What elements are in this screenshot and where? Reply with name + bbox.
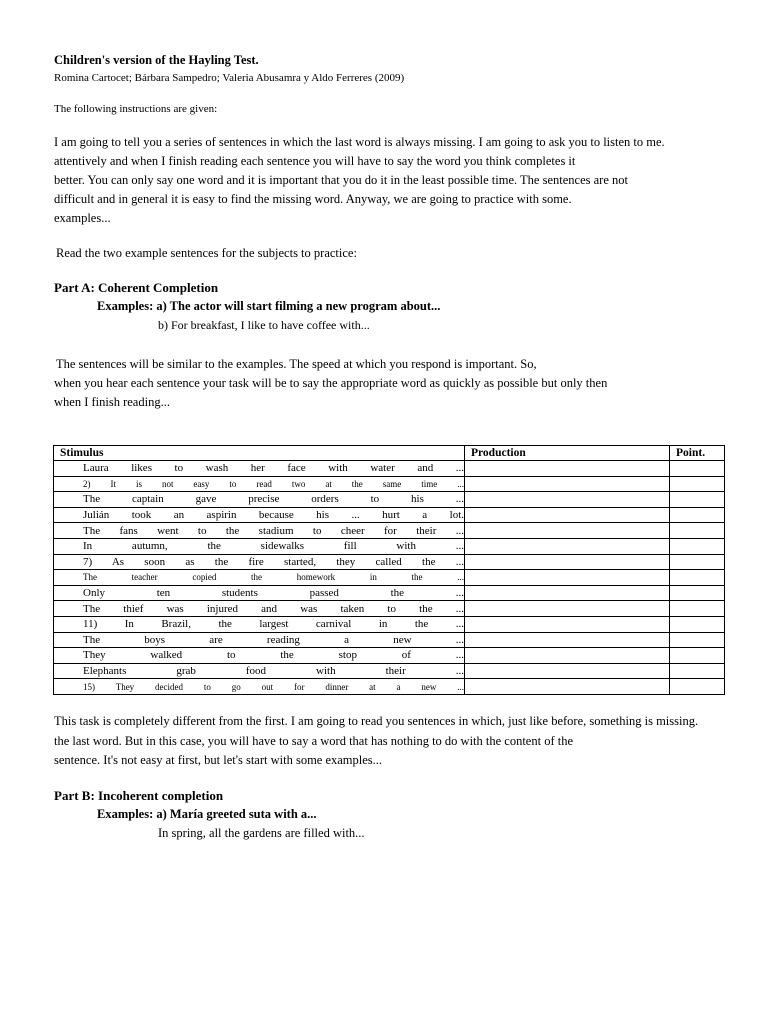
point-cell[interactable]	[670, 585, 725, 601]
document-title: Children's version of the Hayling Test.	[54, 53, 259, 67]
table-body	[54, 461, 725, 695]
point-cell[interactable]	[670, 663, 725, 679]
table-row	[54, 507, 725, 523]
table-row	[54, 616, 725, 632]
production-cell[interactable]	[465, 461, 670, 477]
point-cell[interactable]	[670, 538, 725, 554]
text-line: difficult and in general it is easy to find the missing word. Anyway, we are going to practice with some.	[54, 192, 572, 206]
production-cell[interactable]	[465, 570, 670, 586]
read-examples-instruction: Read the two example sentences for the subjects to practice:	[56, 246, 357, 260]
stimulus-cell	[54, 632, 465, 648]
part-a-heading: Part A: Coherent Completion	[54, 280, 219, 295]
point-cell[interactable]	[670, 476, 725, 492]
table-row	[54, 679, 725, 695]
stimulus-text: 11) In Brazil, the largest carnival in the ...	[83, 618, 464, 631]
intro-paragraph	[54, 133, 665, 228]
table-row	[54, 570, 725, 586]
point-cell[interactable]	[670, 554, 725, 570]
table-row	[54, 476, 725, 492]
production-cell[interactable]	[465, 616, 670, 632]
stimulus-cell	[54, 507, 465, 523]
table-row	[54, 585, 725, 601]
header-stimulus: Stimulus	[54, 446, 465, 461]
stimulus-cell	[54, 585, 465, 601]
production-cell[interactable]	[465, 663, 670, 679]
production-cell[interactable]	[465, 523, 670, 539]
second-paragraph	[54, 355, 607, 412]
point-cell[interactable]	[670, 616, 725, 632]
stimulus-text: They walked to the stop of ...	[83, 649, 464, 662]
stimulus-cell	[54, 523, 465, 539]
stimulus-text: Elephants grab food with their ...	[83, 665, 464, 678]
stimulus-text: The boys are reading a new ...	[83, 633, 464, 646]
stimulus-cell	[54, 679, 465, 695]
stimulus-text: The captain gave precise orders to his ...	[83, 493, 464, 506]
header-point: Point.	[670, 446, 725, 461]
production-cell[interactable]	[465, 554, 670, 570]
point-cell[interactable]	[670, 632, 725, 648]
stimulus-cell	[54, 663, 465, 679]
text-line: better. You can only say one word and it is important that you do it in the least possible time. The sentences are not	[54, 173, 628, 187]
production-cell[interactable]	[465, 585, 670, 601]
production-cell[interactable]	[465, 679, 670, 695]
table-row	[54, 461, 725, 477]
stimulus-text: Only ten students passed the ...	[83, 587, 464, 600]
third-paragraph	[54, 712, 698, 771]
table-row	[54, 538, 725, 554]
table-header-row	[54, 446, 725, 461]
table-row	[54, 601, 725, 617]
text-line: sentence. It's not easy at first, but let's start with some examples...	[54, 753, 383, 767]
production-cell[interactable]	[465, 632, 670, 648]
stimulus-text: The thief was injured and was taken to the ...	[83, 602, 464, 615]
stimulus-text: Julián took an aspirin because his ... hurt a lot.	[83, 509, 464, 522]
point-cell[interactable]	[670, 507, 725, 523]
stimulus-text: In autumn, the sidewalks fill with ...	[83, 540, 464, 553]
table-row	[54, 648, 725, 664]
production-cell[interactable]	[465, 648, 670, 664]
text-line: attentively and when I finish reading each sentence you will have to say the word you think completes it	[54, 154, 576, 168]
point-cell[interactable]	[670, 648, 725, 664]
stimulus-text: 7) As soon as the fire started, they called the ...	[83, 555, 464, 568]
production-cell[interactable]	[465, 601, 670, 617]
stimulus-cell	[54, 538, 465, 554]
stimulus-cell	[54, 492, 465, 508]
stimulus-cell	[54, 476, 465, 492]
text-line: the last word. But in this case, you will have to say a word that has nothing to do with the content of the	[54, 733, 574, 748]
text-line: The sentences will be similar to the examples. The speed at which you respond is important. So,	[56, 357, 537, 371]
stimulus-cell	[54, 616, 465, 632]
part-b-heading: Part B: Incoherent completion	[54, 788, 224, 803]
point-cell[interactable]	[670, 492, 725, 508]
stimulus-text: 15) They decided to go out for dinner at a new ...	[83, 681, 464, 692]
stimulus-text: Laura likes to wash her face with water and ...	[83, 462, 464, 475]
stimulus-cell	[54, 648, 465, 664]
stimulus-cell	[54, 601, 465, 617]
table-row	[54, 663, 725, 679]
production-cell[interactable]	[465, 476, 670, 492]
authors-line: Romina Cartocet; Bárbara Sampedro; Valeria Abusamra y Aldo Ferreres (2009)	[54, 72, 405, 84]
stimulus-text: The fans went to the stadium to cheer for their ...	[83, 524, 464, 537]
part-b-example-b: In spring, all the gardens are filled with...	[158, 826, 365, 840]
stimulus-cell	[54, 554, 465, 570]
table-row	[54, 523, 725, 539]
stimulus-cell	[54, 570, 465, 586]
part-a-example-a: Examples: a) The actor will start filming a new program about...	[97, 299, 441, 313]
point-cell[interactable]	[670, 461, 725, 477]
part-b-example-a: Examples: a) María greeted suta with a...	[97, 807, 317, 821]
stimulus-cell	[54, 461, 465, 477]
stimulus-table	[53, 445, 725, 695]
text-line: examples...	[54, 211, 111, 225]
text-line: I am going to tell you a series of sentences in which the last word is always missing. I am going to ask you to listen to me.	[54, 135, 665, 149]
part-a-example-b: b) For breakfast, I like to have coffee with...	[158, 318, 370, 332]
instructions-intro: The following instructions are given:	[54, 103, 218, 115]
production-cell[interactable]	[465, 507, 670, 523]
table-row	[54, 554, 725, 570]
point-cell[interactable]	[670, 679, 725, 695]
production-cell[interactable]	[465, 492, 670, 508]
stimulus-text: The teacher copied the homework in the ...	[83, 572, 464, 583]
text-line: when I finish reading...	[54, 395, 170, 409]
header-production: Production	[465, 446, 670, 461]
table-row	[54, 492, 725, 508]
point-cell[interactable]	[670, 570, 725, 586]
table-row	[54, 632, 725, 648]
point-cell[interactable]	[670, 523, 725, 539]
text-line: This task is completely different from the first. I am going to read you sentences in which, just like before, something is missing.	[54, 714, 699, 728]
stimulus-text: 2) It is not easy to read two at the same time ...	[83, 478, 464, 489]
production-cell[interactable]	[465, 538, 670, 554]
text-line: when you hear each sentence your task will be to say the appropriate word as quickly as possible but only then	[54, 376, 608, 390]
point-cell[interactable]	[670, 601, 725, 617]
